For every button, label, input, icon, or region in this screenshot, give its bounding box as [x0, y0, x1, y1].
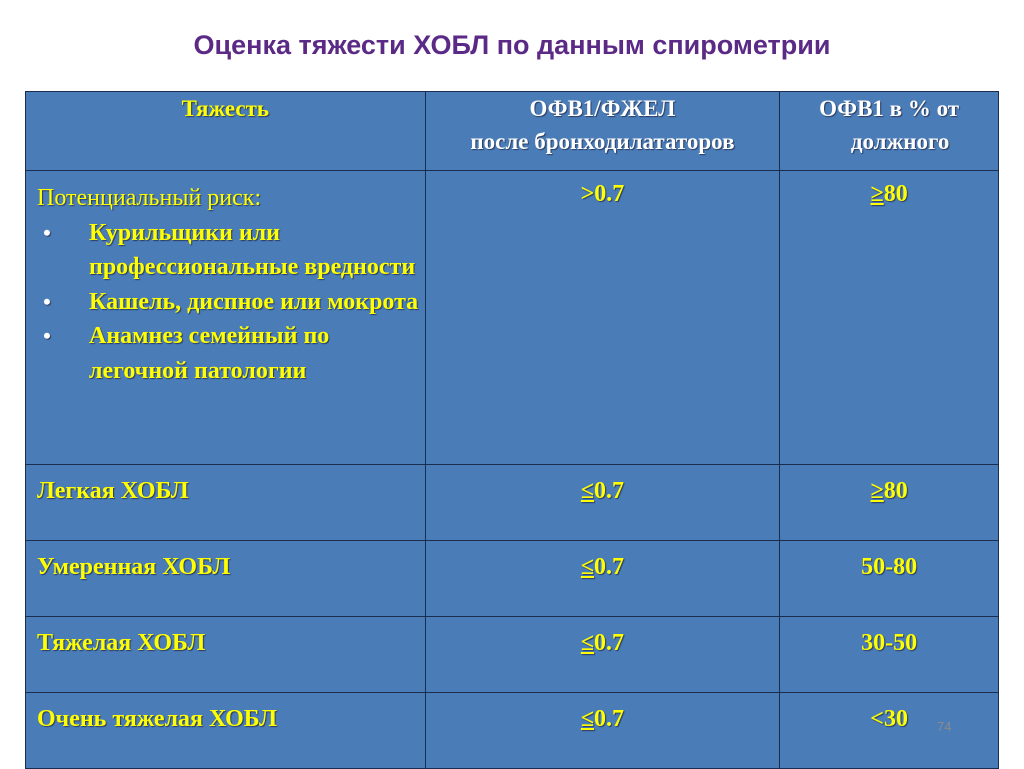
ratio-value: 0.7 [594, 478, 625, 504]
copd-severity-table [25, 91, 999, 769]
header-fev1-fvc-line2: после бронходилататоров [470, 129, 735, 154]
header-fev1-fvc [425, 92, 780, 171]
risk-bullet [37, 216, 425, 285]
ratio-cell [425, 693, 780, 769]
risk-title: Потенциальный риск: [37, 185, 262, 211]
risk-bullet [37, 319, 425, 388]
table-row-moderate [26, 541, 999, 617]
ratio-cell [425, 465, 780, 541]
ratio-cell [425, 541, 780, 617]
fev1-symbol: ≥ [870, 478, 884, 504]
ratio-symbol: ≤ [580, 706, 595, 732]
risk-ratio: >0.7 [425, 171, 780, 465]
header-fev1-percent [780, 92, 999, 171]
ratio-symbol: ≤ [580, 630, 595, 656]
slide-title: Оценка тяжести ХОБЛ по данным спирометрии [193, 30, 831, 60]
ratio-value: 0.7 [594, 554, 625, 580]
fev1-value: 80 [883, 478, 908, 504]
risk-bullet-list [37, 216, 425, 389]
page-number: 74 [937, 719, 952, 734]
ratio-cell [425, 617, 780, 693]
ratio-value: 0.7 [594, 706, 625, 732]
table-row-severe [26, 617, 999, 693]
bullet-icon: • [43, 323, 51, 348]
ratio-symbol: ≤ [580, 478, 595, 504]
severity-label: Очень тяжелая ХОБЛ [26, 693, 426, 769]
risk-bullet-text: Курильщики или профессиональные вредности [89, 219, 416, 280]
risk-bullet-text: Кашель, диспное или мокрота [89, 288, 419, 315]
header-fev1-percent-line1: ОФВ1 в % от [819, 96, 960, 121]
severity-label: Умеренная ХОБЛ [26, 541, 426, 617]
risk-cell [26, 171, 426, 465]
table-row-mild [26, 465, 999, 541]
fev1-symbol: ≥ [870, 181, 884, 207]
fev1-cell: 30-50 [780, 617, 999, 693]
fev1-cell: <30 [780, 693, 999, 769]
fev1-cell [780, 465, 999, 541]
bullet-icon: • [43, 288, 51, 314]
table-row-risk [26, 171, 999, 465]
risk-bullet-text: Анамнез семейный по легочной патологии [89, 323, 330, 384]
table-row-very-severe [26, 693, 999, 769]
ratio-value: 0.7 [594, 630, 625, 656]
header-fev1-percent-line2: должного [850, 129, 950, 154]
header-severity: Тяжесть [26, 92, 426, 171]
bullet-icon: • [43, 219, 51, 245]
ratio-symbol: ≤ [580, 554, 595, 580]
header-fev1-fvc-line1: ОФВ1/ФЖЕЛ [529, 96, 676, 121]
fev1-cell: 50-80 [780, 541, 999, 617]
severity-label: Тяжелая ХОБЛ [26, 617, 426, 693]
table-header-row [26, 92, 999, 171]
risk-bullet [37, 285, 425, 320]
fev1-value: 80 [883, 181, 908, 207]
severity-label: Легкая ХОБЛ [26, 465, 426, 541]
risk-fev1 [780, 171, 999, 465]
